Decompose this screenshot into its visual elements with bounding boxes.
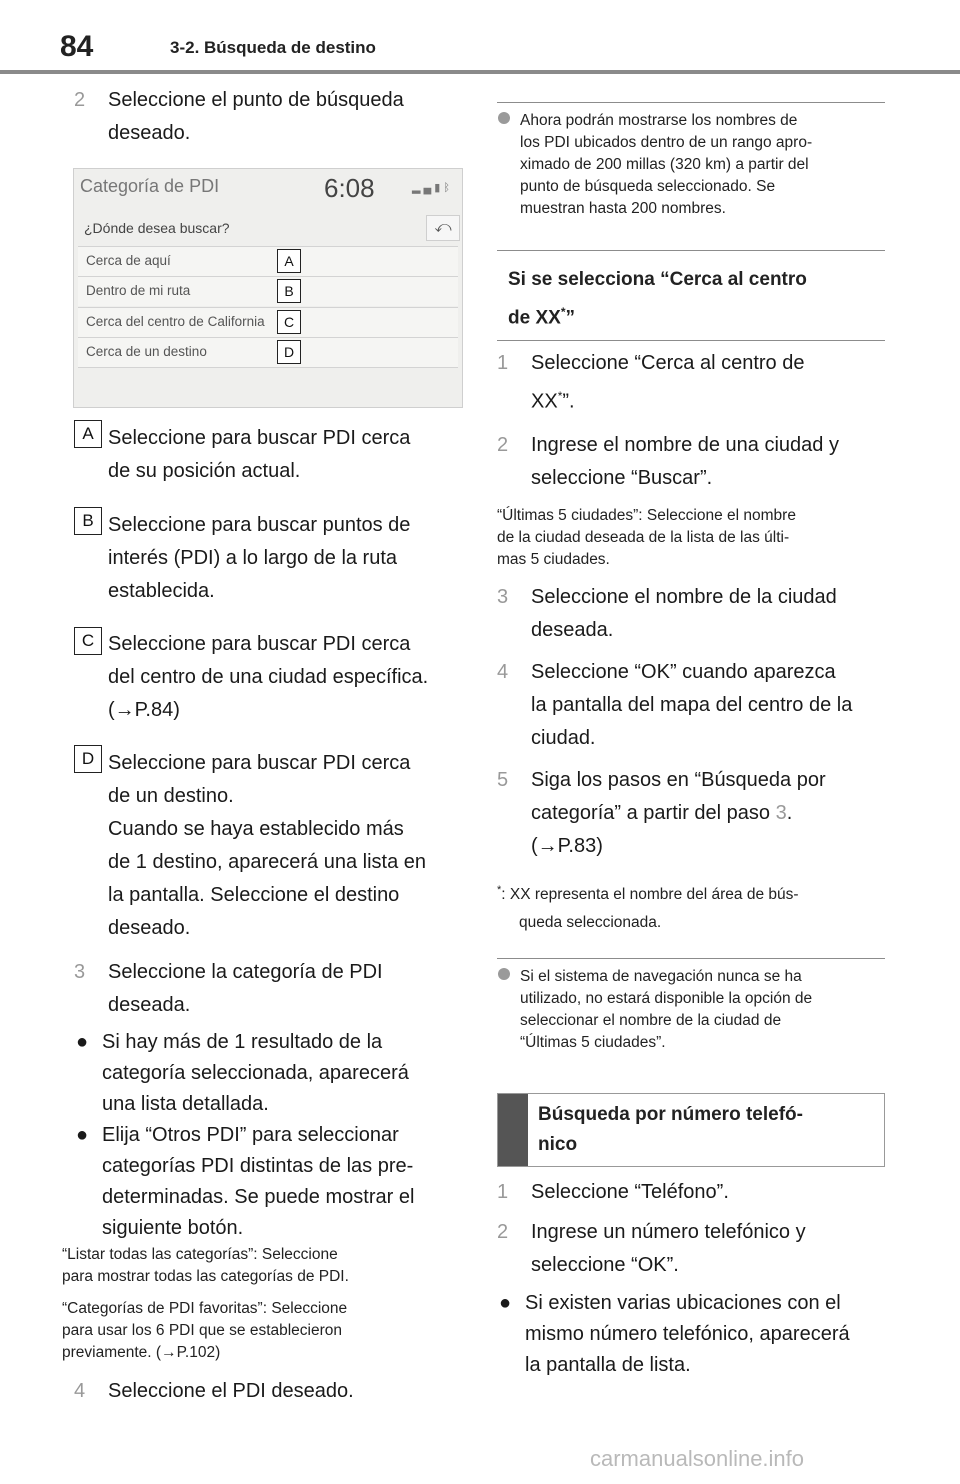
right-step-2: 2 Ingrese el nombre de una ciudad y seleccione “Buscar”. [497, 434, 839, 489]
screen-question: ¿Dónde desea buscar? [84, 220, 230, 236]
search-option-c[interactable]: Cerca del centro de California C [78, 307, 458, 337]
note-favorite-categories: “Categorías de PDI favoritas”: Seleccione para usar los 6 PDI que se establecieron previamente. (→P.102) [62, 1298, 462, 1364]
right-step-4: 4 Seleccione “OK” cuando aparezca la pantalla del mapa del centro de la ciudad. [497, 661, 853, 749]
note-last-5-cities: “Últimas 5 ciudades”: Seleccione el nombre de la ciudad deseada de la lista de las últi- mas 5 ciudades. [497, 507, 796, 568]
info-divider-2 [497, 958, 885, 959]
label-d-text: Seleccione para buscar PDI cerca de un destino. Cuando se haya establecido más de 1 destino, aparecerá una lista en la pantalla. Seleccione el destino deseado. [108, 752, 426, 939]
label-c-marker: C [277, 310, 301, 334]
phone-step-2: 2 Ingrese un número telefónico y seleccione “OK”. [497, 1221, 806, 1276]
info-divider-top [497, 102, 885, 103]
bullet-multiple-results: ● Si hay más de 1 resultado de la categoría seleccionada, aparecerá una lista detallada. [76, 1027, 482, 1120]
watermark: carmanualsonline.info [590, 1446, 805, 1471]
phone-step-1: 1 Seleccione “Teléfono”. [497, 1181, 729, 1203]
step-3: 3 Seleccione la categoría de PDI deseada. [74, 961, 383, 1016]
screen-clock: 6:08 [324, 173, 375, 203]
bullet-icon: ● [76, 1031, 89, 1053]
label-b-text: Seleccione para buscar puntos de interés (PDI) a lo largo de la ruta establecida. [108, 514, 411, 602]
bullet-multiple-locations: ● Si existen varias ubicaciones con el mismo número telefónico, aparecerá la pantalla de lista. [499, 1288, 915, 1381]
bullet-other-poi: ● Elija “Otros PDI” para seleccionar categorías PDI distintas de las pre- determinadas. Se puede mostrar el siguiente botón. [76, 1120, 482, 1244]
subhead-phone-search: Búsqueda por número telefó- nico [497, 1093, 885, 1167]
bullet-icon: ● [76, 1124, 89, 1146]
status-icons [412, 181, 453, 194]
page-ref-link[interactable]: (→P.84) [108, 699, 180, 721]
right-step-5: 5 Siga los pasos en “Búsqueda por categoría” a partir del paso 3. (→P.83) [497, 764, 921, 863]
page-ref-link[interactable]: previamente. (→P.102) [62, 1344, 221, 1361]
label-d-marker: D [277, 340, 301, 364]
screen-title: Categoría de PDI [80, 176, 220, 196]
poi-category-screenshot [73, 168, 463, 408]
info-bullet-icon [498, 968, 510, 980]
label-c-text: Seleccione para buscar PDI cerca del centro de una ciudad específica. (→P.84) [108, 628, 458, 727]
back-icon[interactable]: ⤺ [426, 215, 460, 241]
label-d: D [74, 745, 102, 773]
label-c: C [74, 627, 102, 655]
label-b: B [74, 507, 102, 535]
info-note-nav-unused: Si el sistema de navegación nunca se ha utilizado, no estará disponible la opción de seleccionar el nombre de la ciudad de “Últimas 5 ciudades”. [498, 966, 910, 1054]
right-step-1: 1 Seleccione “Cerca al centro de XX*”. [497, 352, 805, 413]
header-rule [0, 70, 960, 74]
info-bullet-icon [498, 112, 510, 124]
label-b-marker: B [277, 279, 301, 303]
search-option-b[interactable]: Dentro de mi ruta B [78, 276, 458, 306]
label-a: A [74, 420, 102, 448]
page-ref-link[interactable]: (→P.83) [531, 835, 603, 857]
footnote-xx: *: XX representa el nombre del área de bús- queda seleccionada. [497, 884, 799, 932]
subhead-near-center: Si se selecciona “Cerca al centro de XX*” [508, 269, 807, 329]
section-title: 3-2. Búsqueda de destino [170, 38, 376, 57]
search-option-d[interactable]: Cerca de un destino D [78, 337, 458, 368]
battery-icon: ▮ [434, 182, 444, 194]
right-step-3: 3 Seleccione el nombre de la ciudad deseada. [497, 586, 837, 641]
bluetooth-icon: ᛒ [443, 182, 453, 194]
step-4: 4 Seleccione el PDI deseado. [74, 1380, 354, 1402]
page-number: 84 [60, 30, 94, 63]
subhead-divider-top [497, 250, 885, 251]
step-2: 2 Seleccione el punto de búsqueda deseado. [74, 89, 404, 144]
search-option-a[interactable]: Cerca de aquí A [78, 246, 458, 276]
label-a-text: Seleccione para buscar PDI cerca de su posición actual. [108, 427, 411, 482]
signal-icon: ▂▄ [412, 182, 435, 194]
subhead-bar [498, 1094, 528, 1166]
subhead-divider-bottom [497, 340, 885, 341]
info-note-poi-range: Ahora podrán mostrarse los nombres de los PDI ubicados dentro de un rango apro- ximado de 200 millas (320 km) a partir del punto de búsqueda seleccionado. Se muestran hasta 200 nombres. [498, 110, 910, 220]
note-list-all-categories: “Listar todas las categorías”: Seleccione para mostrar todas las categorías de PDI. [62, 1246, 349, 1285]
label-a-marker: A [277, 249, 301, 273]
bullet-icon: ● [499, 1292, 512, 1314]
